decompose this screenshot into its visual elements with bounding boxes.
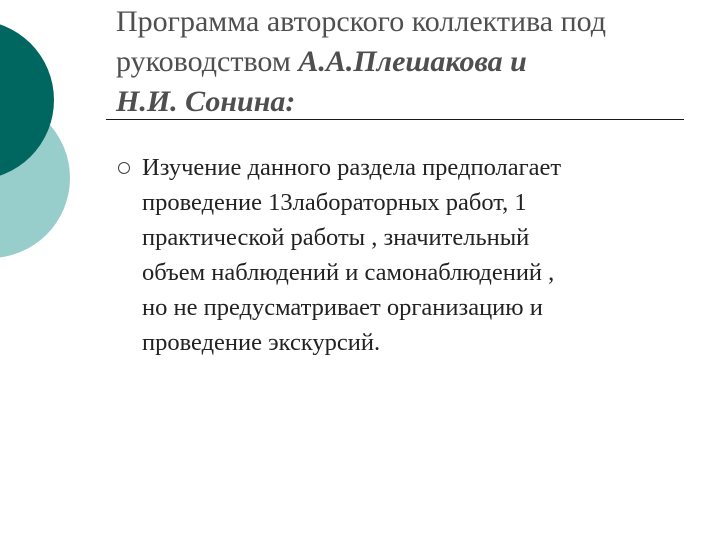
hollow-circle-bullet-icon — [118, 162, 130, 174]
title-line-1: Программа авторского коллектива под — [116, 5, 607, 38]
title-line-3-names: Н.И. Сонина: — [116, 85, 296, 118]
slide-content — [118, 150, 678, 360]
slide-title — [116, 2, 696, 122]
bullet-text: Изучение данного раздела предполагает проведение 13лабораторных работ, 1 практической работы , значительный объем наблюдений и самонаблюдений , но не предусматривает организацию и проведение экскурсий. — [142, 154, 562, 356]
bullet-item — [118, 150, 678, 360]
title-line-2-names: А.А.Плешакова и — [298, 45, 527, 78]
title-line-2-text: руководством — [116, 45, 299, 78]
decorative-circles — [0, 0, 110, 300]
title-divider — [106, 119, 684, 120]
